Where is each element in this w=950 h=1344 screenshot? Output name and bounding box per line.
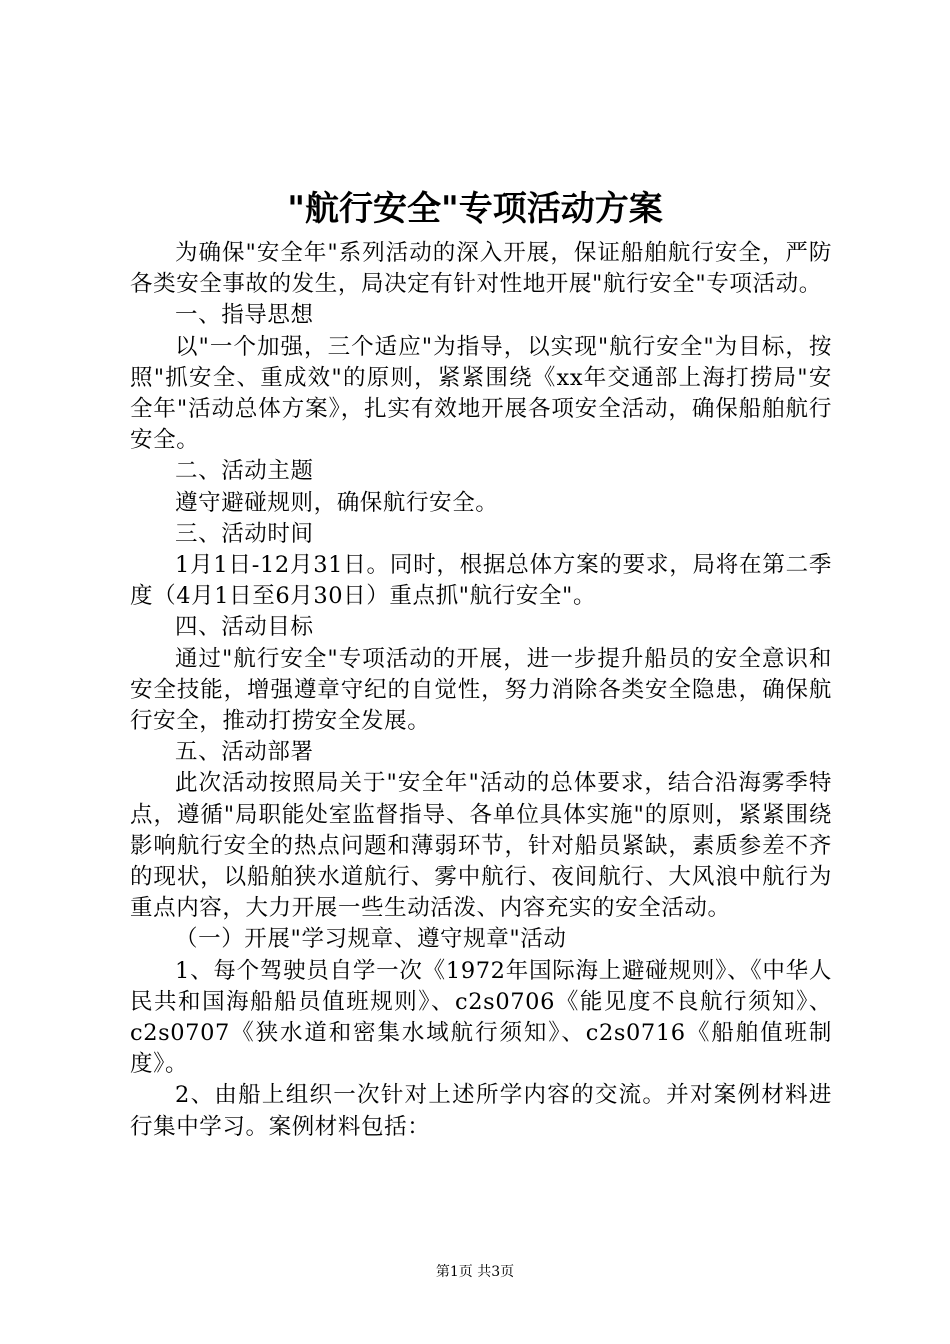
activity-goals-paragraph: 通过"航行安全"专项活动的开展，进一步提升船员的安全意识和安全技能，增强遵章守纪的自觉性，努力消除各类安全隐患，确保航行安全，推动打捞安全发展。 [130, 645, 832, 735]
section-heading-activity-theme: 二、活动主题 [175, 458, 314, 485]
study-rules-item-2: 2、由船上组织一次针对上述所学内容的交流。并对案例材料进行集中学习。案例材料包括： [130, 1082, 832, 1140]
section-heading-activity-time: 三、活动时间 [175, 520, 314, 547]
guiding-ideology-paragraph: 以"一个加强，三个适应"为指导，以实现"航行安全"为目标，按照"抓安全、重成效"的原则，紧紧围绕《xx年交通部上海打捞局"安全年"活动总体方案》，扎实有效地开展各项安全活动，确保船舶航行安全。 [130, 333, 832, 454]
activity-time-paragraph: 1月1日-12月31日。同时，根据总体方案的要求，局将在第二季度（4月1日至6月30日）重点抓"航行安全"。 [130, 552, 832, 610]
activity-theme-paragraph: 遵守避碰规则，确保航行安全。 [175, 489, 499, 516]
section-heading-activity-goals: 四、活动目标 [175, 614, 314, 641]
page-footer: 第1页 共3页 [435, 1264, 515, 1280]
section-heading-activity-deployment: 五、活动部署 [175, 739, 314, 766]
intro-paragraph: 为确保"安全年"系列活动的深入开展，保证船舶航行安全，严防各类安全事故的发生，局决定有针对性地开展"航行安全"专项活动。 [130, 240, 832, 298]
activity-deployment-paragraph: 此次活动按照局关于"安全年"活动的总体要求，结合沿海雾季特点，遵循"局职能处室监督指导、各单位具体实施"的原则，紧紧围绕影响航行安全的热点问题和薄弱环节，针对船员紧缺，素质参差不齐的现状，以船舶狭水道航行、雾中航行、夜间航行、大风浪中航行为重点内容，大力开展一些生动活泼、内容充实的安全活动。 [130, 770, 832, 922]
subsection-heading-study-rules: （一）开展"学习规章、遵守规章"活动 [175, 926, 567, 953]
document-body [130, 238, 832, 1143]
document-title: "航行安全"专项活动方案 [287, 189, 663, 229]
section-heading-guiding-ideology: 一、指导思想 [175, 302, 314, 329]
study-rules-item-1: 1、每个驾驶员自学一次《1972年国际海上避碰规则》、《中华人民共和国海船船员值班规则》、c2s0706《能见度不良航行须知》、c2s0707《狭水道和密集水域航行须知》、c2s0716《船舶值班制度》。 [130, 957, 832, 1078]
